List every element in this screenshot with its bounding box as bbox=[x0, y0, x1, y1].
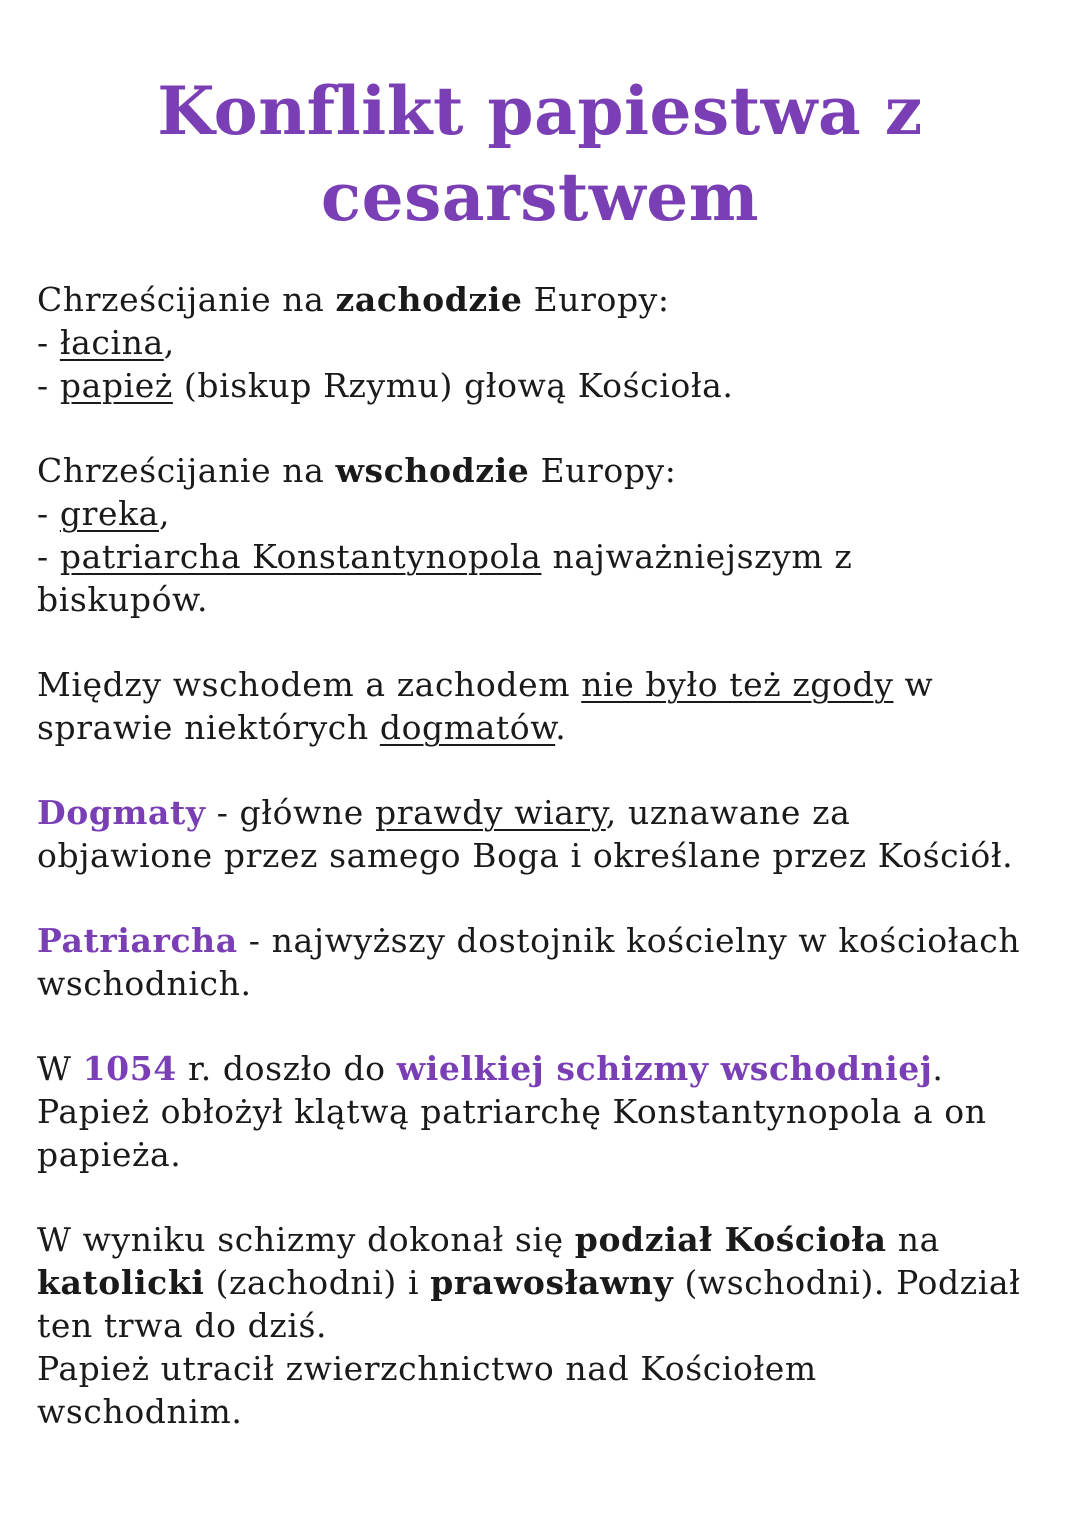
dogmas-term: dogmatów bbox=[379, 708, 556, 747]
east-intro-text: Chrześcijanie na bbox=[37, 451, 336, 490]
disagreement-end: . bbox=[555, 708, 567, 747]
definition-text-2: , uznawane za bbox=[605, 793, 851, 832]
schism-name: wielkiej schizmy wschodniej bbox=[396, 1049, 933, 1088]
paragraph-east bbox=[37, 449, 1047, 621]
definition-text: - główne bbox=[205, 793, 375, 832]
west-keyword: zachodzie bbox=[335, 280, 523, 319]
title-line-1: Konflikt papiestwa z bbox=[157, 72, 923, 150]
list-dash: - bbox=[37, 537, 60, 576]
list-dash: - bbox=[37, 323, 60, 362]
result-line-3: ten trwa do dziś. bbox=[37, 1306, 328, 1345]
west-language: łacina bbox=[59, 323, 164, 362]
definition-term: Dogmaty bbox=[37, 793, 206, 832]
west-item-punct: , bbox=[163, 323, 175, 362]
east-leader: patriarcha Konstantynopola bbox=[59, 537, 542, 576]
west-intro bbox=[37, 278, 1047, 321]
dogmaty-line-1 bbox=[37, 791, 1047, 834]
definition-term: Patriarcha bbox=[37, 921, 238, 960]
west-leader: papież bbox=[59, 366, 173, 405]
result-text-3: (zachodni) i bbox=[204, 1263, 431, 1302]
result-text-2: na bbox=[886, 1220, 940, 1259]
disagreement-text-3: sprawie niektórych bbox=[37, 708, 380, 747]
schism-line-3: papieża. bbox=[37, 1135, 182, 1174]
disagreement-line-1 bbox=[37, 663, 1047, 706]
schism-year: 1054 bbox=[82, 1049, 177, 1088]
disagreement-text: Między wschodem a zachodem bbox=[37, 665, 582, 704]
east-intro-end: Europy: bbox=[529, 451, 677, 490]
patriarcha-line-2: wschodnich. bbox=[37, 964, 252, 1003]
result-line-1 bbox=[37, 1218, 1047, 1261]
result-orthodox: prawosławny bbox=[430, 1263, 674, 1302]
paragraph-disagreement bbox=[37, 663, 1047, 749]
definition-patriarcha bbox=[37, 919, 1047, 1005]
definition-highlight: prawdy wiary bbox=[374, 793, 606, 832]
east-keyword: wschodzie bbox=[335, 451, 530, 490]
schism-end: . bbox=[932, 1049, 944, 1088]
east-language: greka bbox=[59, 494, 159, 533]
list-dash: - bbox=[37, 494, 60, 533]
west-item-pope bbox=[37, 364, 1047, 407]
title-line-2: cesarstwem bbox=[320, 158, 760, 236]
paragraph-schism bbox=[37, 1047, 1047, 1176]
result-text: W wyniku schizmy dokonał się bbox=[37, 1220, 575, 1259]
east-item-punct: , bbox=[158, 494, 171, 533]
paragraph-west bbox=[37, 278, 1047, 407]
paragraph-result bbox=[37, 1218, 1047, 1433]
west-intro-text: Chrześcijanie na bbox=[37, 280, 336, 319]
result-division: podział Kościoła bbox=[574, 1220, 887, 1259]
result-line-2 bbox=[37, 1261, 1047, 1304]
disagreement-text-2: w bbox=[893, 665, 934, 704]
schism-text: W bbox=[37, 1049, 83, 1088]
definition-dogmaty bbox=[37, 791, 1047, 877]
definition-text: - najwyższy dostojnik kościelny w kościołach bbox=[237, 921, 1021, 960]
result-line-4: Papież utracił zwierzchnictwo nad Kościołem bbox=[37, 1349, 817, 1388]
schism-line-1 bbox=[37, 1047, 1047, 1090]
notes-body bbox=[37, 278, 1047, 1433]
west-intro-end: Europy: bbox=[522, 280, 670, 319]
east-intro bbox=[37, 449, 1047, 492]
page-title bbox=[0, 68, 1080, 240]
east-item-patriarch bbox=[37, 535, 1047, 578]
result-line-5: wschodnim. bbox=[37, 1392, 243, 1431]
east-item-greek bbox=[37, 492, 1047, 535]
patriarcha-line-1 bbox=[37, 919, 1047, 962]
dogmaty-line-2: objawione przez samego Boga i określane przez Kościół. bbox=[37, 836, 1014, 875]
schism-text-2: r. doszło do bbox=[176, 1049, 397, 1088]
disagreement-line-2 bbox=[37, 706, 1047, 749]
west-leader-desc: (biskup Rzymu) głową Kościoła. bbox=[172, 366, 734, 405]
east-item-patriarch-cont: biskupów. bbox=[37, 580, 209, 619]
west-item-latin bbox=[37, 321, 1047, 364]
disagreement-highlight: nie było też zgody bbox=[581, 665, 894, 704]
list-dash: - bbox=[37, 366, 60, 405]
east-leader-desc: najważniejszym z bbox=[541, 537, 853, 576]
result-catholic: katolicki bbox=[37, 1263, 205, 1302]
result-text-4: (wschodni). Podział bbox=[673, 1263, 1021, 1302]
schism-line-2: Papież obłożył klątwą patriarchę Konstantynopola a on bbox=[37, 1092, 987, 1131]
